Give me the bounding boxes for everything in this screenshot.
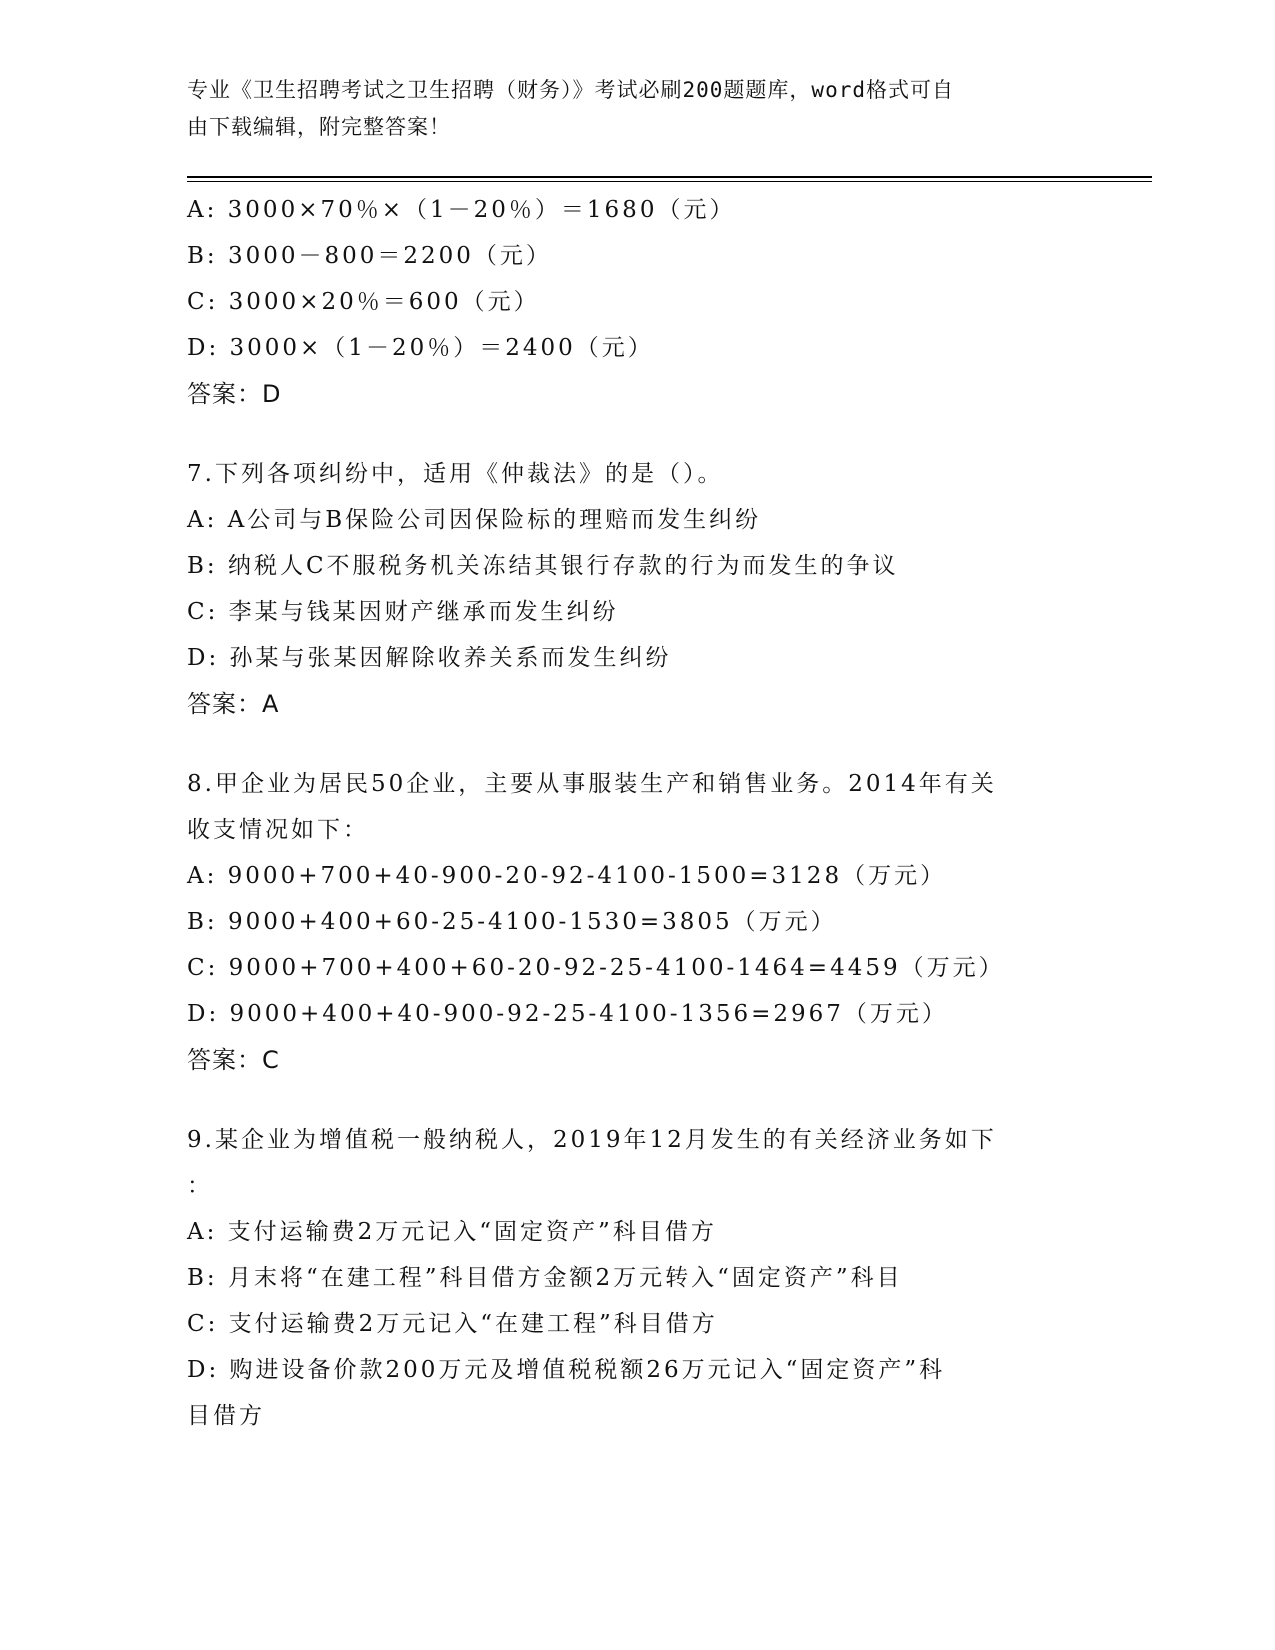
option-c: C: 3000×20％＝600（元）: [187, 289, 540, 315]
option-a: A: 支付运输费2万元记入“固定资产”科目借方: [187, 1219, 717, 1245]
question-7: [187, 451, 1087, 727]
option-b: B: 9000+400+60-25-4100-1530=3805（万元）: [187, 909, 837, 935]
option-d: D: 9000+400+40-900-92-25-4100-1356=2967（万元）: [187, 1001, 948, 1027]
option-b: B: 纳税人C不服税务机关冻结其银行存款的行为而发生的争议: [187, 553, 899, 579]
option-a: A: A公司与B保险公司因保险标的理赔而发生纠纷: [187, 507, 762, 533]
question-6: [187, 187, 1087, 417]
option-a: A: 3000×70％×（1－20％）＝1680（元）: [187, 197, 736, 223]
option-d: D: 孙某与张某因解除收养关系而发生纠纷: [187, 645, 672, 671]
option-a: A: 9000+700+40-900-20-92-4100-1500=3128（万元）: [187, 863, 947, 889]
header-line-1: 专业《卫生招聘考试之卫生招聘（财务）》考试必刷200题题库，word格式可自: [187, 78, 954, 102]
option-d: D: 购进设备价款200万元及增值税税额26万元记入“固定资产”科: [187, 1357, 946, 1383]
option-d: D: 3000×（1－20％）＝2400（元）: [187, 335, 654, 361]
question-stem: 7.下列各项纠纷中，适用《仲裁法》的是（）。: [187, 461, 724, 487]
answer: 答案：D: [187, 380, 282, 408]
question-list: [187, 187, 1087, 1439]
question-9: [187, 1117, 1087, 1439]
option-c: C: 9000+700+400+60-20-92-25-4100-1464=4459（万元）: [187, 955, 1005, 981]
document-header: [187, 72, 1067, 146]
header-line-2: 由下载编辑，附完整答案！: [187, 115, 451, 139]
option-d-continuation: 目借方: [187, 1403, 265, 1429]
option-c: C: 支付运输费2万元记入“在建工程”科目借方: [187, 1311, 718, 1337]
header-rule-thin: [187, 181, 1152, 182]
option-b: B: 月末将“在建工程”科目借方金额2万元转入“固定资产”科目: [187, 1265, 903, 1291]
question-stem-line-1: 9.某企业为增值税一般纳税人，2019年12月发生的有关经济业务如下: [187, 1127, 997, 1153]
question-stem-line-2: ：: [187, 1173, 213, 1199]
header-rule-thick: [187, 176, 1152, 178]
option-b: B: 3000－800＝2200（元）: [187, 243, 552, 269]
answer: 答案：A: [187, 690, 280, 718]
option-c: C: 李某与钱某因财产继承而发生纠纷: [187, 599, 619, 625]
question-stem-line-1: 8.甲企业为居民50企业，主要从事服装生产和销售业务。2014年有关: [187, 771, 997, 797]
question-stem-line-2: 收支情况如下：: [187, 817, 369, 843]
answer: 答案：C: [187, 1046, 280, 1074]
question-8: [187, 761, 1087, 1083]
